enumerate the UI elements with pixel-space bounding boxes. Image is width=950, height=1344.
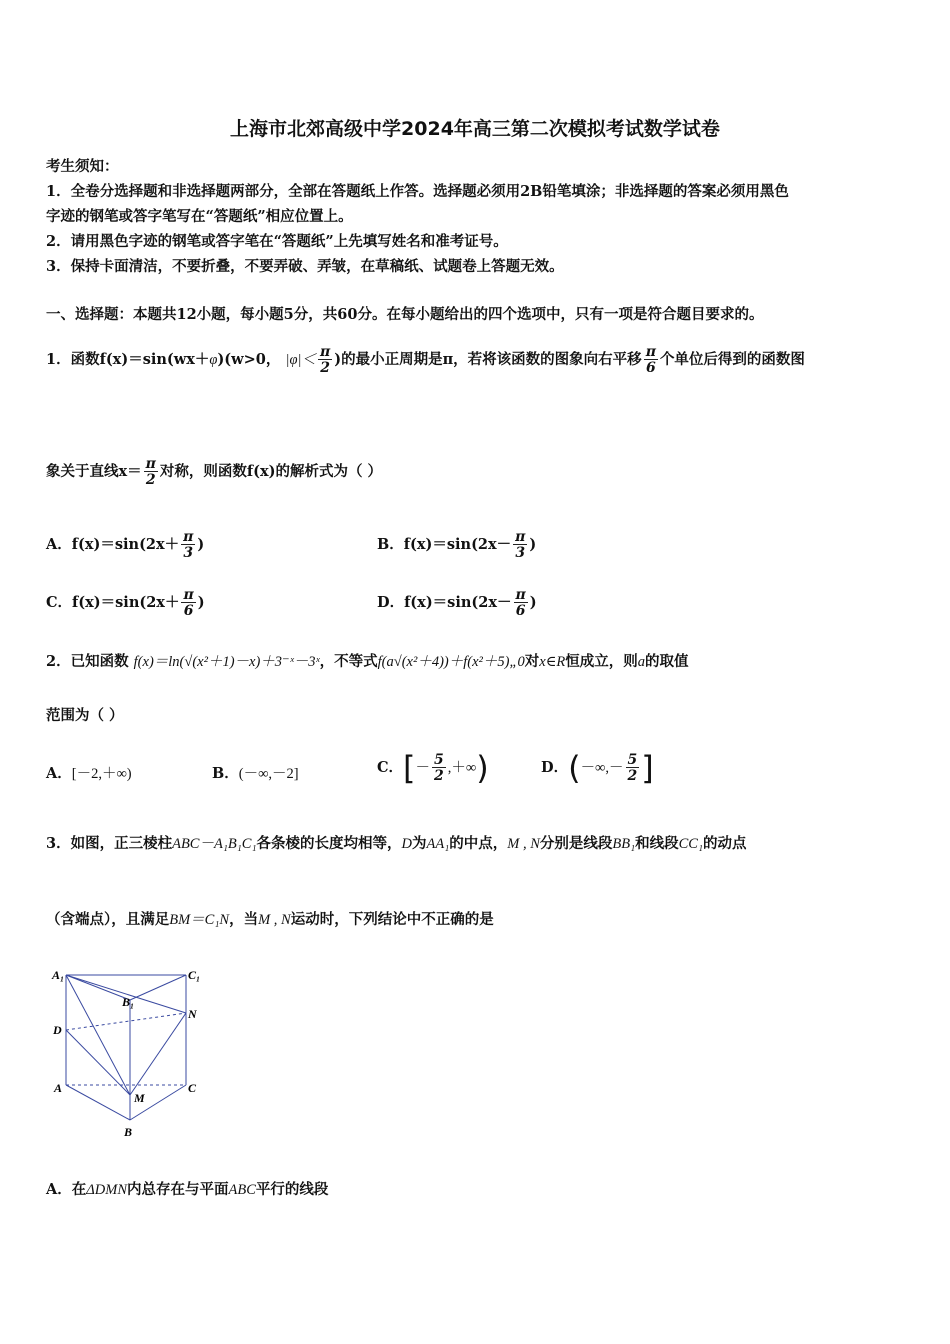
q1-stem-line1	[46, 330, 805, 390]
label-c1: C₁	[188, 968, 201, 982]
q2-inequality: f(a√(x²＋4))＋f(x²＋5)„0	[377, 654, 525, 670]
q1-stem-line2	[46, 442, 382, 502]
q3-prism: ABC－A₁B₁C₁	[172, 836, 257, 852]
label-m: M	[134, 1091, 145, 1105]
label-b: B	[124, 1125, 133, 1139]
label-n: N	[188, 1007, 197, 1021]
section-heading: 一、选择题：本题共12小题，每小题5分，共60分。在每小题给出的四个选项中，只有一项是符合题目要求的。	[46, 306, 764, 323]
page-title: 上海市北郊高级中学2024年高三第二次模拟考试数学试卷	[230, 118, 720, 140]
label-b1: B₁	[122, 995, 135, 1009]
q1-option-a: A．f(x)＝sin(2x＋ $\frac{\pi}{3}$ )	[46, 529, 205, 561]
q1-line2-text-b: 对称，则函数f(x)的解析式为（ ）	[159, 463, 383, 480]
notice-item-3: 3．保持卡面清洁，不要折叠，不要弄破、弄皱，在草稿纸、试题卷上答题无效。	[46, 258, 564, 275]
notice-item-1: 1．全卷分选择题和非选择题两部分，全部在答题纸上作答。选择题必须用2B铅笔填涂；非选择题的答案必须用黑色	[46, 183, 789, 200]
q2-option-c: C．[－ $\frac{5}{2}$ ,＋∞)	[377, 749, 489, 787]
q2-stem-line2: 范围为（ ）	[46, 707, 124, 724]
q1-text-2: )(w>0，	[217, 351, 281, 368]
q1-option-d: D．f(x)＝sin(2x－ $\frac{\pi}{6}$ )	[377, 587, 537, 619]
q1-fraction-pi-6: $\frac{\pi}{6}$	[645, 344, 656, 376]
q2-function: f(x)＝ln(√(x²＋1)－x)＋3⁻ˣ－3ˣ	[133, 654, 320, 670]
q1-line2-fraction: $\frac{\pi}{2}$	[145, 456, 156, 488]
q1-option-c: C．f(x)＝sin(2x＋ $\frac{\pi}{6}$ )	[46, 587, 205, 619]
q3-condition: BM＝C₁N	[169, 912, 230, 928]
q1-text-3: )的最小正周期是π，若将该函数的图象向右平移	[334, 351, 642, 368]
q3-stem-line1: 3．如图，正三棱柱ABC－A₁B₁C₁各条棱的长度均相等，D为AA₁的中点，M , N分别是线段BB₁和线段CC₁的动点	[46, 835, 747, 852]
q1-line2-text-a: 象关于直线x＝	[46, 463, 142, 480]
q3-option-a: A．在ΔDMN内总存在与平面ABC平行的线段	[46, 1181, 329, 1198]
q2-option-a: A．[－2,＋∞)	[46, 765, 132, 782]
q2-option-d: D．(－∞,－ $\frac{5}{2}$ ]	[541, 749, 654, 787]
prism-figure	[46, 962, 216, 1142]
notice-item-1-cont: 字迹的钢笔或答字笔写在“答题纸”相应位置上。	[46, 208, 353, 225]
label-a1: A₁	[52, 968, 65, 982]
q2-condition: x∈R	[539, 654, 566, 670]
q1-fraction-pi-2: $\frac{\pi}{2}$	[319, 344, 331, 376]
q2-variable: a	[637, 654, 646, 670]
label-c: C	[188, 1081, 197, 1095]
q3-stem-line2: （含端点），且满足BM＝C₁N，当M , N运动时，下列结论中不正确的是	[46, 911, 494, 928]
q1-text-4: 个单位后得到的函数图	[659, 351, 805, 368]
q2-option-b: B．(－∞,－2]	[212, 765, 299, 782]
label-a: A	[54, 1081, 63, 1095]
q1-phi: φ	[209, 352, 218, 368]
q1-option-b: B．f(x)＝sin(2x－ $\frac{\pi}{3}$ )	[377, 529, 537, 561]
q1-text-1: 1．函数f(x)＝sin(wx＋	[46, 351, 210, 368]
q2-stem-line1: 2．已知函数 f(x)＝ln(√(x²＋1)－x)＋3⁻ˣ－3ˣ，不等式f(a√(x²＋4))＋f(x²＋5)„0对x∈R恒成立，则a的取值	[46, 653, 689, 670]
q1-abs-phi: |φ|＜	[285, 352, 316, 368]
label-d: D	[53, 1023, 62, 1037]
notice-item-2: 2．请用黑色字迹的钢笔或答字笔在“答题纸”上先填写姓名和准考证号。	[46, 233, 508, 250]
notice-heading: 考生须知：	[46, 158, 119, 175]
